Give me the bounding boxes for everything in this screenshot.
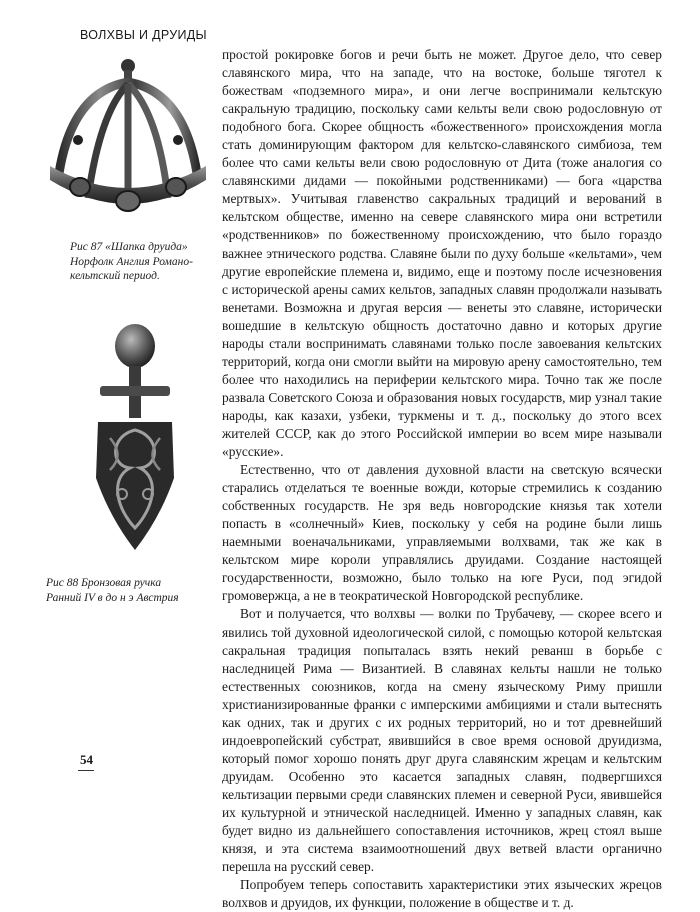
figure-88-caption [46, 576, 216, 605]
figure-87-caption-line: Норфолк Англия Романо- [70, 255, 193, 268]
figure-88-bronze-handle [80, 318, 190, 554]
bronze-handle-image [80, 318, 190, 554]
figure-87-caption-line: Рис 87 «Шапка друида» [70, 241, 188, 253]
paragraph: Естественно, что от давления духовной власти на светскую всячески старались отделаться те военные вожди, которые стремились к созданию собственных государств. Не зря ведь новгородские князья так хотели попасть в «солнечный» Киев, поскольку у себя на родине были лишь наемными военачальниками, управляемыми волхвами, так же как в кельтском мире короли управлялись друидами. Создание настоящей государственности, возможно, было только на юге Руси, под эгидой громовержца, а не в теократической Новгородской республике. [222, 462, 662, 604]
figure-87-caption [70, 240, 220, 284]
paragraph: Попробуем теперь сопоставить характеристики этих языческих жрецов волхвов и друидов, их функции, положение в обществе и т. д. [222, 877, 662, 911]
page-number: 54 [80, 752, 93, 767]
druid-crown-image [40, 52, 210, 228]
main-text [222, 46, 662, 912]
paragraph: простой рокировке богов и речи быть не может. Другое дело, что север славянского мира, что на западе, что на востоке, больше тяготел к божествам «подземного мира», и они легче воспринимали кельтскую сакральную традицию, поскольку сами кельты вели свою родословную от подобного бога. Скорее общность «божественного» происхождения могла стать доминирующим фактором для кельтско-славянского симбиоза, тем более что сами кельты вели свою родословную от Дита (тоже аналогия со славянскими дидами — покойными родственниками) — бога «царства мертвых». Учитывая главенство сакральных традиций и верований в кельтском обществе, именно на севере славянского мира они встретили «родственников» по божественному происхождению, что было гораздо важнее этнического родства. Славяне были по духу больше «кельтами», чем другие европейские племена и, видимо, еще и поэтому после исчезновения с исторической арены самих кельтов, западных славян продолжали называть венетами. Возможна и другая версия — венеты это славяне, исторически вошедшие в кельтскую общность достаточно давно и которых другие народы стали воспринимать славянами только после завоевания кельтских территорий, когда они смогли выйти на мировую арену самостоятельно, тем более что находились на периферии кельтского мира. Точно так же после развала Советского Союза и образования новых государств, мир узнал такие народы, как казахи, узбеки, туркмены и т. д., поскольку до этого всех жителей СССР, как до этого Российской империи во всем мире называли «русские». [222, 47, 662, 460]
page-number-rule [78, 770, 94, 771]
figure-88-caption-line: Рис 88 Бронзовая ручка [46, 577, 162, 589]
running-title: ВОЛХВЫ И ДРУИДЫ [80, 28, 207, 42]
figure-87-caption-line: кельтский период. [70, 270, 160, 282]
figure-87-druid-crown [40, 52, 210, 228]
figure-88-caption-line: Ранний IV в до н э Австрия [46, 591, 179, 604]
paragraph: Вот и получается, что волхвы — волки по Трубачеву, — скорее всего и явились той духовной идеологической силой, с помощью которой кельтская сакральная традиция попыталась взять некий реванш в борьбе с наследницей Рима — Византией. В славянах кельты нашли не только естественных союзников, когда на смену языческому Риму пришли христианизированные франки с имперскими амбициями и стали вытеснять как одних, так и других с их родных территорий, но и тот древнейший индоевропейский субстрат, явившийся в свое время основой друидизма, который помог хорошо понять друг друга славянским жрецам и кельтским друидам. Особенно это касается западных славян, подвергшихся кельтизации первыми среди славянских племен и северной Руси, явившейся их культурной и этнической наследницей. Именно у западных славян, как будет видно из дальнейшего сопоставления источников, жрец стоял выше князя, и эта система взаимоотношений двух ветвей власти органично перешла на русский север. [222, 606, 662, 875]
